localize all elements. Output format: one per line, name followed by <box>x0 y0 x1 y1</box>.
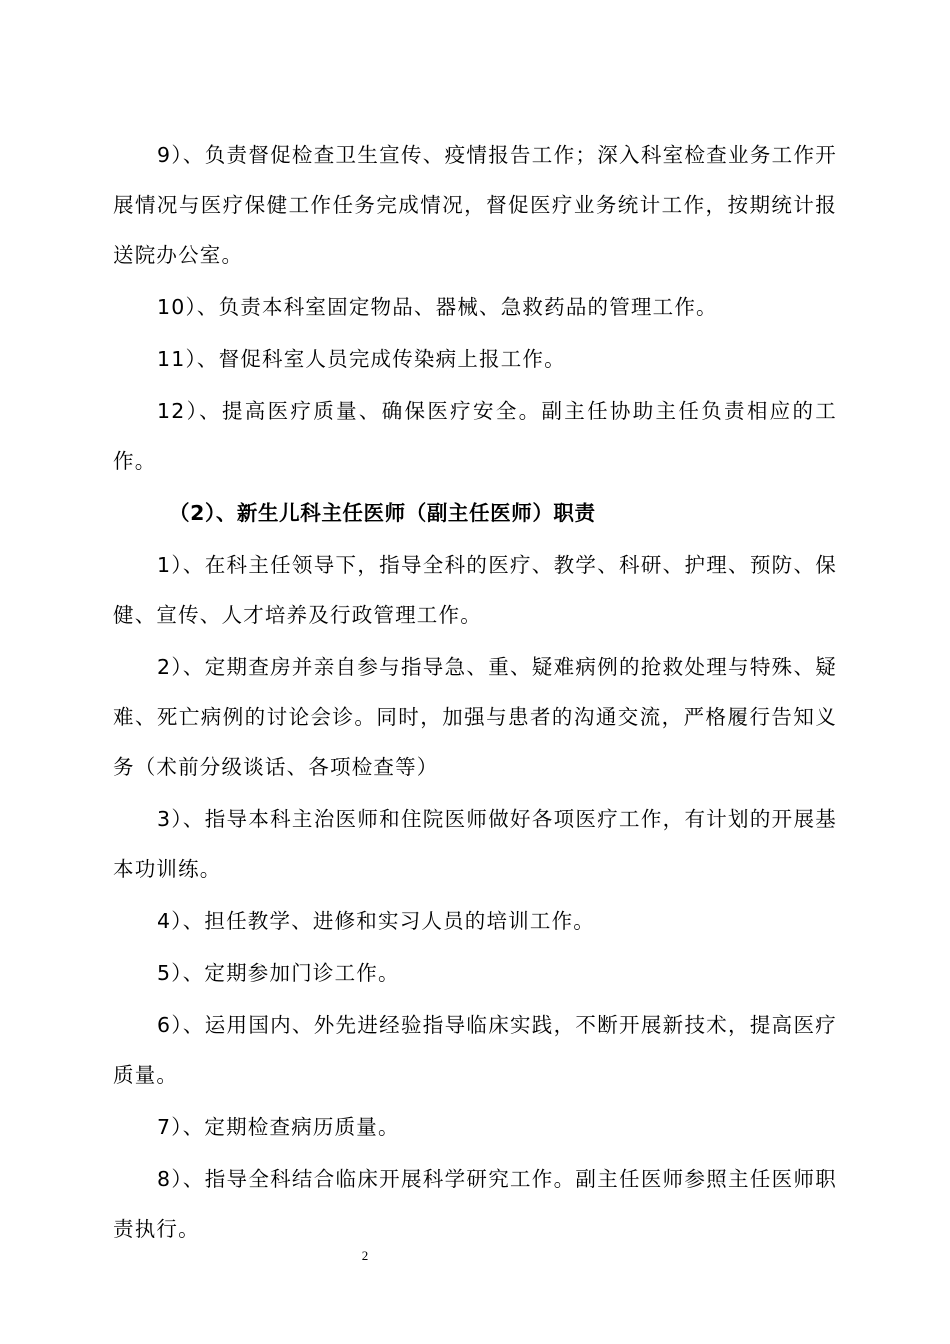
physician-duty-8: 8）、指导全科结合临床开展科学研究工作。副主任医师参照主任医师职责执行。 <box>113 1167 837 1241</box>
duty-item-11: 11）、督促科室人员完成传染病上报工作。 <box>157 347 566 371</box>
physician-duty-7: 7）、定期检查病历质量。 <box>157 1115 400 1139</box>
physician-duty-3: 3）、指导本科主治医师和住院医师做好各项医疗工作，有计划的开展基本功训练。 <box>113 807 837 881</box>
page-number: 2 <box>361 1248 369 1263</box>
duty-item-12: 12）、提高医疗质量、确保医疗安全。副主任协助主任负责相应的工作。 <box>113 399 837 473</box>
physician-duty-2: 2）、定期查房并亲自参与指导急、重、疑难病例的抢救处理与特殊、疑难、死亡病例的讨论会诊。同时，加强与患者的沟通交流，严格履行告知义务（术前分级谈话、各项检查等） <box>113 655 837 779</box>
physician-duty-5: 5）、定期参加门诊工作。 <box>157 961 400 985</box>
section-heading: （2）、新生儿科主任医师（副主任医师）职责 <box>169 501 596 525</box>
physician-duty-6: 6）、运用国内、外先进经验指导临床实践，不断开展新技术，提高医疗质量。 <box>113 1013 837 1087</box>
duty-item-10: 10）、负责本科室固定物品、器械、急救药品的管理工作。 <box>157 295 718 319</box>
physician-duty-4: 4）、担任教学、进修和实习人员的培训工作。 <box>157 909 595 933</box>
document-body <box>113 130 837 1256</box>
physician-duty-1: 1）、在科主任领导下，指导全科的医疗、教学、科研、护理、预防、保健、宣传、人才培养及行政管理工作。 <box>113 553 837 627</box>
duty-item-9: 9）、负责督促检查卫生宣传、疫情报告工作；深入科室检查业务工作开展情况与医疗保健工作任务完成情况，督促医疗业务统计工作，按期统计报送院办公室。 <box>113 143 837 267</box>
